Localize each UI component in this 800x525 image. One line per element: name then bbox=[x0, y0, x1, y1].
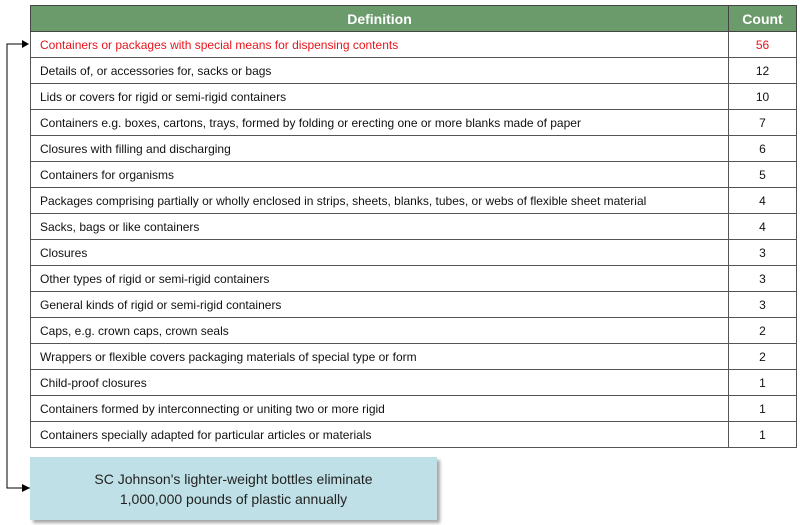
row-count: 3 bbox=[729, 292, 797, 318]
annotation-line-1: SC Johnson's lighter-weight bottles eliminate bbox=[94, 470, 373, 487]
row-definition: Containers or packages with special means for dispensing contents bbox=[31, 32, 729, 58]
header-row bbox=[31, 6, 797, 32]
table-row bbox=[31, 318, 797, 344]
row-count: 5 bbox=[729, 162, 797, 188]
definition-count-table bbox=[30, 5, 797, 448]
row-count: 2 bbox=[729, 344, 797, 370]
row-count: 56 bbox=[729, 32, 797, 58]
row-definition: Caps, e.g. crown caps, crown seals bbox=[31, 318, 729, 344]
table-row bbox=[31, 396, 797, 422]
table-row bbox=[31, 214, 797, 240]
row-count: 12 bbox=[729, 58, 797, 84]
annotation-line-2: 1,000,000 pounds of plastic annually bbox=[119, 490, 348, 507]
row-definition: Closures with filling and discharging bbox=[31, 136, 729, 162]
connector-line bbox=[7, 44, 30, 488]
table-row bbox=[31, 240, 797, 266]
row-count: 3 bbox=[729, 240, 797, 266]
row-count: 2 bbox=[729, 318, 797, 344]
row-definition: Containers specially adapted for particular articles or materials bbox=[31, 422, 729, 448]
row-definition: Sacks, bags or like containers bbox=[31, 214, 729, 240]
row-count: 4 bbox=[729, 214, 797, 240]
table-row bbox=[31, 162, 797, 188]
table-row bbox=[31, 110, 797, 136]
row-count: 1 bbox=[729, 370, 797, 396]
row-definition: Packages comprising partially or wholly enclosed in strips, sheets, blanks, tubes, or webs of flexible sheet material bbox=[31, 188, 729, 214]
table-row bbox=[31, 84, 797, 110]
connector-start-arrow bbox=[22, 484, 30, 492]
table-row bbox=[31, 422, 797, 448]
table-row bbox=[31, 370, 797, 396]
row-count: 6 bbox=[729, 136, 797, 162]
row-definition: General kinds of rigid or semi-rigid containers bbox=[31, 292, 729, 318]
row-count: 4 bbox=[729, 188, 797, 214]
row-count: 1 bbox=[729, 422, 797, 448]
row-definition: Containers formed by interconnecting or uniting two or more rigid bbox=[31, 396, 729, 422]
row-definition: Closures bbox=[31, 240, 729, 266]
table-row bbox=[31, 58, 797, 84]
table-body bbox=[31, 32, 797, 448]
annotation-callout bbox=[30, 457, 437, 520]
row-definition: Containers for organisms bbox=[31, 162, 729, 188]
table-row bbox=[31, 32, 797, 58]
table-row bbox=[31, 292, 797, 318]
row-definition: Other types of rigid or semi-rigid containers bbox=[31, 266, 729, 292]
table-row bbox=[31, 266, 797, 292]
row-count: 10 bbox=[729, 84, 797, 110]
table-row bbox=[31, 136, 797, 162]
table-row bbox=[31, 344, 797, 370]
header-definition: Definition bbox=[31, 6, 729, 32]
header-count: Count bbox=[729, 6, 797, 32]
row-definition: Details of, or accessories for, sacks or bags bbox=[31, 58, 729, 84]
row-count: 3 bbox=[729, 266, 797, 292]
row-definition: Lids or covers for rigid or semi-rigid containers bbox=[31, 84, 729, 110]
row-definition: Child-proof closures bbox=[31, 370, 729, 396]
table-row bbox=[31, 188, 797, 214]
row-definition: Wrappers or flexible covers packaging materials of special type or form bbox=[31, 344, 729, 370]
row-count: 7 bbox=[729, 110, 797, 136]
row-count: 1 bbox=[729, 396, 797, 422]
row-definition: Containers e.g. boxes, cartons, trays, formed by folding or erecting one or more blanks made of paper bbox=[31, 110, 729, 136]
